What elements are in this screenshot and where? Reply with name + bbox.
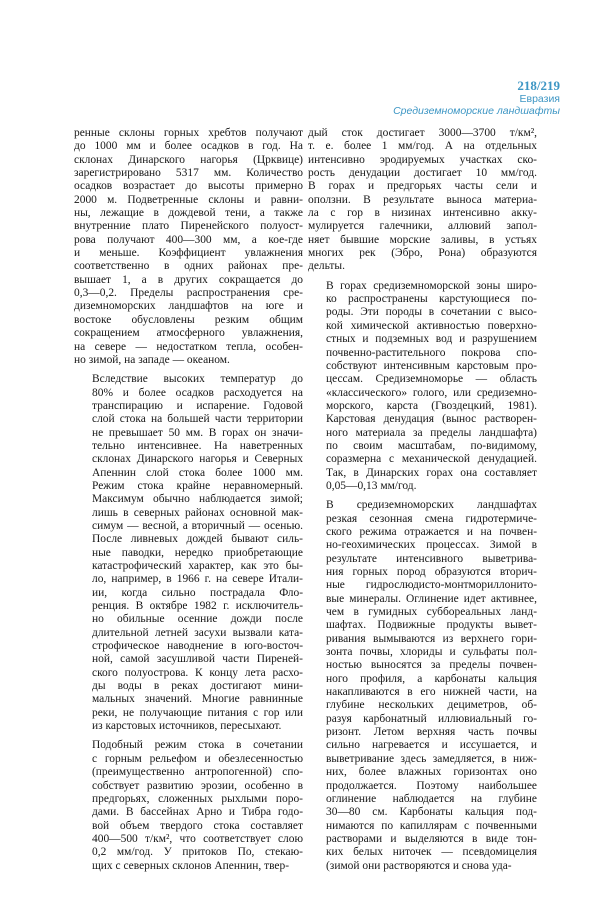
text-line: почвенно-растительного покрова спо- bbox=[326, 346, 537, 359]
text-line: глубине нескольких дециметров, об- bbox=[326, 699, 537, 712]
text-line: ния горных пород образуются вторич- bbox=[326, 566, 537, 578]
text-line: на севере — недостатком тепла, особен- bbox=[74, 340, 303, 353]
text-line: цессам. Средиземноморье — область bbox=[326, 373, 537, 386]
paragraph bbox=[308, 280, 537, 494]
text-line: 30—80 см. Карбонаты кальция под- bbox=[326, 806, 537, 819]
subsection-title: Средиземноморские ландшафты bbox=[393, 105, 560, 117]
text-line: Максимум обычно наблюдается зимой; bbox=[92, 493, 303, 506]
text-line: ные гидрослюдисто-монтмориллонито- bbox=[326, 579, 537, 592]
text-line: ского режима отражается и на почвен- bbox=[326, 525, 537, 538]
text-line: вые минералы. Оглинение идет активнее, bbox=[326, 592, 537, 605]
text-line: с горным рельефом и обезлесенностью bbox=[92, 752, 303, 765]
text-line: (преимущественно антропогенной) спо- bbox=[92, 766, 303, 779]
text-line: чем в гумидных суббореальных ланд- bbox=[326, 606, 537, 619]
running-header bbox=[393, 78, 560, 117]
section-title: Евразия bbox=[519, 93, 560, 105]
text-line: зарегистрировано 5317 мм. Количество bbox=[74, 167, 303, 180]
text-line: Подобный режим стока в сочетании bbox=[92, 739, 303, 752]
text-line: транспирацию и испарение. Годовой bbox=[92, 399, 303, 412]
text-line: 400—500 т/км², что соответствует слою bbox=[92, 832, 303, 845]
left-column bbox=[74, 127, 303, 873]
text-line: многих рек (Эбро, Рона) образуются bbox=[308, 247, 537, 260]
text-line: нимаются по капиллярам с почвенными bbox=[326, 819, 537, 832]
text-line: собствует развитию эрозии, особенно в bbox=[92, 779, 303, 792]
text-line: мальных значений. Многие равнинные bbox=[92, 693, 303, 706]
text-line: сокращением атмосферного увлажнения, bbox=[74, 327, 303, 340]
text-line: соразмерна с механической денудацией. bbox=[326, 453, 537, 466]
paragraph bbox=[308, 499, 537, 873]
text-line: слой стока на большей части территории bbox=[92, 413, 303, 426]
text-line: тельно интенсивнее. На наветренных bbox=[92, 439, 303, 452]
text-line: ные паводки, нередко приобретающие bbox=[92, 546, 303, 559]
text-line: реки, не получающие питания с гор или bbox=[92, 706, 303, 719]
text-line: сильно нагревается и иссушается, и bbox=[326, 739, 537, 752]
text-line: склонах Динарского нагорья (Црквице) bbox=[74, 153, 303, 166]
text-line: длительной летней засухи вызвали ката- bbox=[92, 626, 303, 639]
text-line: 0,3—0,2. Пределы распространения сре- bbox=[74, 287, 303, 300]
text-line: Апеннин слой стока более 1000 мм. bbox=[92, 466, 303, 479]
text-line: из карстовых источников, пересыхают. bbox=[92, 720, 282, 733]
text-line: не превышает 50 мм. В горах он значи- bbox=[92, 426, 303, 439]
text-line: 0,05—0,13 мм/год. bbox=[326, 479, 417, 492]
text-line: склонах Динарского нагорья и Северных bbox=[92, 453, 303, 466]
text-line: ренция. В октябре 1982 г. исключитель- bbox=[92, 600, 303, 613]
text-line: Вследствие высоких температур до bbox=[92, 373, 303, 386]
text-line: морского, карста (Гвоздецкий, 1981). bbox=[326, 399, 537, 412]
text-line: ла с гор в низинах интенсивно акку- bbox=[308, 207, 537, 220]
paragraph bbox=[74, 739, 303, 872]
text-line: рость денудации достигает 10 мм/год. bbox=[308, 167, 537, 180]
text-line: них, более влажных горизонтах оно bbox=[326, 766, 537, 779]
text-line: лишь в северных районах основной мак- bbox=[92, 506, 303, 519]
text-line: дами. В бассейнах Арно и Тибра годо- bbox=[92, 806, 303, 819]
text-line: выветривание здесь замедляется, в ниж- bbox=[326, 752, 537, 765]
paragraph bbox=[74, 373, 303, 733]
text-line: но-геохимических процессах. Зимой в bbox=[326, 539, 537, 552]
text-line: строфическое наводнение в юго-восточ- bbox=[92, 640, 303, 653]
text-line: осадков возрастает до высоты примерно bbox=[74, 180, 303, 193]
text-line: «классического» голого, или средиземно- bbox=[326, 386, 537, 399]
text-line: интенсивно эродируемых участках ско- bbox=[308, 153, 537, 166]
text-line: накапливаются в его нижней части, на bbox=[326, 686, 537, 699]
text-line: разуя карбонатный иллювиальный го- bbox=[326, 712, 537, 725]
text-line: В средиземноморских ландшафтах bbox=[326, 499, 537, 512]
text-line: В горах и предгорьях часты сели и bbox=[308, 180, 537, 193]
text-line: ного материала за пределы ландшафта) bbox=[326, 426, 537, 439]
text-line: щих с северных склонов Апеннин, твер- bbox=[92, 859, 290, 872]
text-line: соответственно в одних районах пре- bbox=[74, 260, 303, 273]
text-line: зонта почвы, хлориды и сульфаты пол- bbox=[326, 646, 537, 659]
text-line: оглинение наблюдается на глубине bbox=[326, 792, 537, 805]
text-line: роды. Эти породы в сочетании с высо- bbox=[326, 306, 537, 319]
text-line: но зимой, на западе — океаном. bbox=[74, 353, 230, 366]
text-line: внутренние плато Пиренейского полуост- bbox=[74, 220, 303, 233]
text-line: (зимой они растворяются и снова уда- bbox=[326, 859, 512, 872]
text-line: ного профиля, а карбонаты кальция bbox=[326, 672, 537, 685]
text-line: оползни. В результате выноса материа- bbox=[308, 193, 537, 206]
text-line: мулируется галечники, аллювий запол- bbox=[308, 220, 537, 233]
text-line: ны, лежащие в дождевой тени, а также bbox=[74, 207, 303, 220]
text-line: 80% и более осадков расходуется на bbox=[92, 386, 303, 399]
text-line: ии, когда сильно пострадала Фло- bbox=[92, 586, 303, 599]
text-line: шафтах. Подвижные продукты вывет- bbox=[326, 619, 537, 632]
text-line: ризонт. Летом верхняя часть почвы bbox=[326, 726, 537, 739]
paragraph bbox=[308, 127, 537, 274]
text-line: После ливневых дождей бывают силь- bbox=[92, 533, 303, 546]
text-line: ностью выносятся за пределы почвен- bbox=[326, 659, 537, 672]
right-column bbox=[308, 127, 537, 873]
text-line: Так, в Динарских горах она составляет bbox=[326, 466, 537, 479]
text-line: собствуют интенсивным карстовым про- bbox=[326, 359, 537, 372]
text-line: В горах средиземноморской зоны широ- bbox=[326, 279, 537, 292]
text-line: по своим масштабам, по-видимому, bbox=[326, 439, 537, 452]
text-line: дельты. bbox=[308, 260, 345, 273]
text-line: стных и подземных вод и разрушением bbox=[326, 333, 537, 346]
text-line: Режим стока крайне неравномерный. bbox=[92, 479, 303, 492]
text-line: рова получают 400—300 мм, а кое-где bbox=[74, 233, 303, 246]
text-line: результате интенсивного выветрива- bbox=[326, 552, 537, 565]
text-line: кой химической активностью поверхно- bbox=[326, 319, 537, 332]
text-line: дый сток достигает 3000—3700 т/км², bbox=[308, 127, 537, 139]
text-line: ких белых ниточек — псевдомицелия bbox=[326, 846, 537, 859]
text-line: растворами и выделяются в виде тон- bbox=[326, 832, 537, 845]
text-line: ло, например, в 1966 г. на севере Итали- bbox=[92, 573, 303, 586]
page-numbers: 218/219 bbox=[517, 78, 560, 93]
text-line: няет бывшие морские заливы, в устьях bbox=[308, 233, 537, 246]
text-line: вой объем твердого стока составляет bbox=[92, 819, 303, 832]
text-line: резкая сезонная смена гидротермиче- bbox=[326, 512, 537, 525]
text-line: до 1000 мм и более осадков в год. На bbox=[74, 140, 303, 153]
text-line: ривания вымываются из верхнего гори- bbox=[326, 632, 537, 645]
text-line: 0,2 мм/год. У притоков По, стекаю- bbox=[92, 846, 303, 859]
paragraph bbox=[74, 127, 303, 367]
text-line: ренные склоны горных хребтов получают bbox=[74, 127, 303, 139]
text-line: но обильные осенние дожди после bbox=[92, 613, 303, 626]
text-line: предгорьях, сложенных рыхлыми поро- bbox=[92, 792, 303, 805]
text-line: вышает 1, а в других сокращается до bbox=[74, 273, 303, 286]
text-line: ды воды в реках достигают мини- bbox=[92, 680, 303, 693]
text-line: продолжается. Поэтому наибольшее bbox=[326, 779, 537, 792]
text-line: и меньше. Коэффициент увлажнения bbox=[74, 247, 303, 260]
text-line: ной, самой засушливой части Пиреней- bbox=[92, 653, 303, 666]
text-line: диземноморских ландшафтов на юге и bbox=[74, 300, 303, 313]
text-line: 2000 м. Подветренные склоны и равни- bbox=[74, 193, 303, 206]
text-line: катастрофический характер, как это бы- bbox=[92, 560, 303, 572]
text-line: ского полуострова. К концу лета расхо- bbox=[92, 666, 303, 679]
text-line: Карстовая денудация (вынос растворен- bbox=[326, 413, 537, 426]
text-line: симум — весной, а вторичный — осенью. bbox=[92, 519, 303, 532]
text-line: т. е. более 1 мм/год. А на отдельных bbox=[308, 140, 537, 153]
text-line: ко распространены карстующиеся по- bbox=[326, 293, 537, 306]
text-line: востоке обусловлены резким общим bbox=[74, 313, 303, 326]
